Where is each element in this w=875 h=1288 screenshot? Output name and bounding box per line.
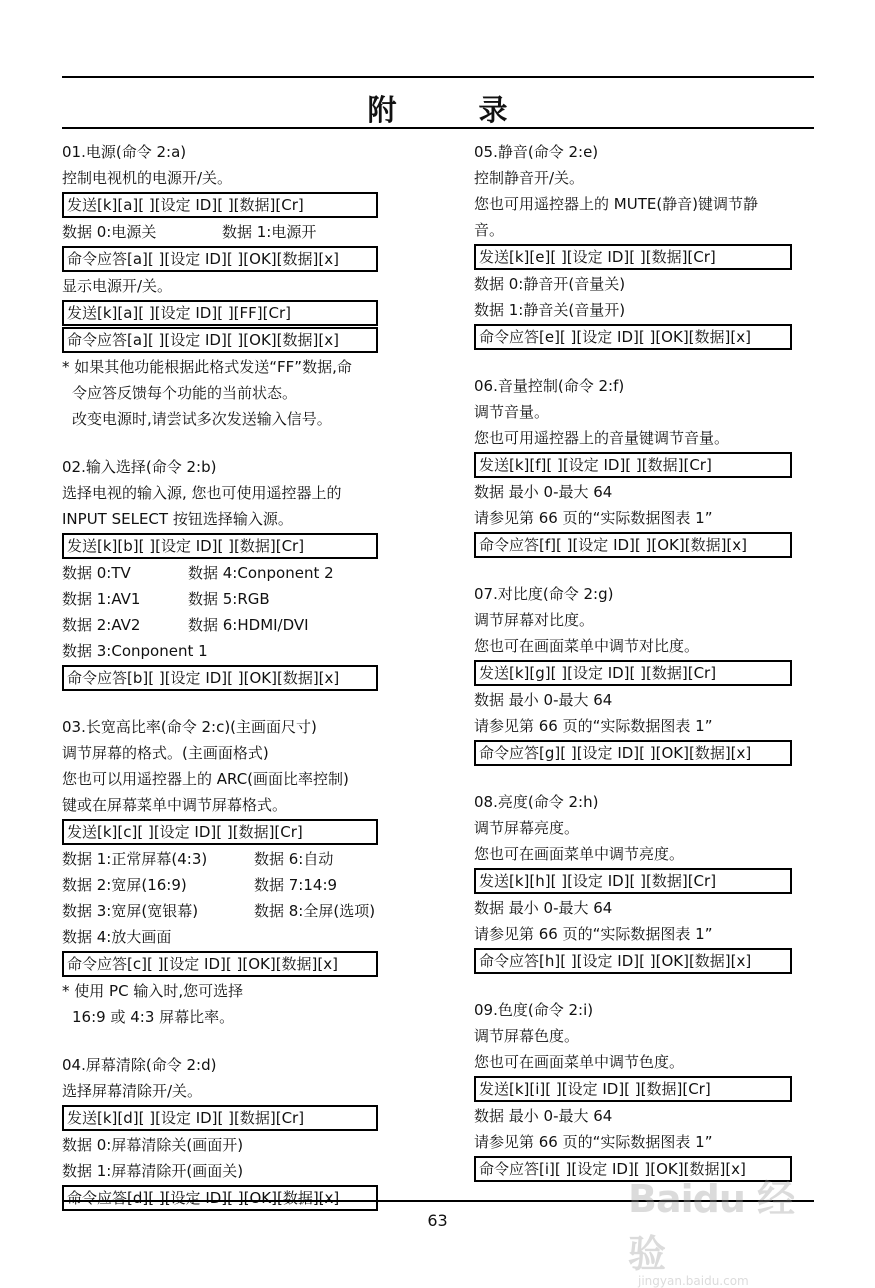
baidu-watermark [628,1168,828,1288]
data-value: 数据 最小 0-最大 64 [474,1107,613,1125]
left-column [62,139,392,1212]
data-value: 数据 5:RGB [188,590,270,608]
section-desc: 选择电视的输入源, 您也可使用遥控器上的 [62,484,342,502]
section-desc: 您也可在画面菜单中调节亮度。 [474,845,685,863]
data-value: 数据 6:自动 [254,850,334,868]
section-desc: 调节音量。 [474,403,550,421]
page-title: 附 录 [367,93,544,127]
ack-command-box: 命令应答[e][ ][设定 ID][ ][OK][数据][x] [474,324,792,350]
page-number: 63 [427,1211,448,1230]
data-row [62,846,392,872]
data-row [62,560,392,586]
section-08-brightness [474,789,820,974]
section-desc: 您也可用遥控器上的音量键调节音量。 [474,429,730,447]
data-row [62,586,392,612]
data-value: 数据 3:Conponent 1 [62,642,208,660]
send-command-box: 发送[k][f][ ][设定 ID][ ][数据][Cr] [474,452,792,478]
data-value: 数据 1:正常屏幕(4:3) [62,850,208,868]
section-04-screen-mute [62,1052,392,1211]
data-value: 数据 0:TV [62,564,131,582]
data-row [62,872,392,898]
data-value: 数据 3:宽屏(宽银幕) [62,902,199,920]
section-06-volume-control [474,373,820,558]
ack-command-box: 命令应答[i][ ][设定 ID][ ][OK][数据][x] [474,1156,792,1182]
ack-command-box: 命令应答[c][ ][设定 ID][ ][OK][数据][x] [62,951,378,977]
section-title: 02.输入选择(命令 2:b) [62,458,217,476]
section-01-power [62,139,392,432]
section-extra: 显示电源开/关。 [62,277,173,295]
data-value: 请参见第 66 页的“实际数据图表 1” [474,925,713,943]
note-text: 令应答反馈每个功能的当前状态。 [72,384,298,402]
send-command-box: 发送[k][i][ ][设定 ID][ ][数据][Cr] [474,1076,792,1102]
data-value: 请参见第 66 页的“实际数据图表 1” [474,717,713,735]
data-value: 数据 最小 0-最大 64 [474,899,613,917]
note-text: * 如果其他功能根据此格式发送“FF”数据,命 [62,358,352,376]
section-desc: 控制电视机的电源开/关。 [62,169,233,187]
section-desc: 音。 [474,221,505,239]
ack-command-box: 命令应答[b][ ][设定 ID][ ][OK][数据][x] [62,665,378,691]
data-value: 数据 最小 0-最大 64 [474,691,613,709]
send-command-box: 发送[k][d][ ][设定 ID][ ][数据][Cr] [62,1105,378,1131]
data-value: 请参见第 66 页的“实际数据图表 1” [474,509,713,527]
watermark-logo: Baidu 经验 [628,1177,795,1276]
note-text: * 使用 PC 输入时,您可选择 [62,982,244,1000]
section-desc: INPUT SELECT 按钮选择输入源。 [62,510,293,528]
send-command-box: 发送[k][c][ ][设定 ID][ ][数据][Cr] [62,819,378,845]
section-03-aspect-ratio [62,714,392,1030]
data-value: 数据 1:静音关(音量开) [474,301,626,319]
section-desc: 您也可在画面菜单中调节对比度。 [474,637,700,655]
top-rule [62,76,814,78]
section-desc: 选择屏幕清除开/关。 [62,1082,203,1100]
ack-command-box: 命令应答[g][ ][设定 ID][ ][OK][数据][x] [474,740,792,766]
section-title: 04.屏幕清除(命令 2:d) [62,1056,217,1074]
note-text: 16:9 或 4:3 屏幕比率。 [72,1008,235,1026]
data-row [62,924,392,950]
data-value: 数据 0:电源关 [62,223,157,241]
data-value: 数据 最小 0-最大 64 [474,483,613,501]
data-row [62,612,392,638]
watermark-url: jingyan.baidu.com [638,1274,749,1288]
section-title: 07.对比度(命令 2:g) [474,585,614,603]
ack-command-box: 命令应答[d][ ][设定 ID][ ][OK][数据][x] [62,1185,378,1211]
send-command-box: 发送[k][a][ ][设定 ID][ ][数据][Cr] [62,192,378,218]
data-value: 数据 4:Conponent 2 [188,564,334,582]
section-title: 01.电源(命令 2:a) [62,143,187,161]
data-value: 数据 7:14:9 [254,876,338,894]
data-value: 数据 2:AV2 [62,616,141,634]
ack-command-box: 命令应答[a][ ][设定 ID][ ][OK][数据][x] [62,246,378,272]
data-value: 数据 0:屏幕清除关(画面开) [62,1136,244,1154]
section-desc: 调节屏幕亮度。 [474,819,580,837]
data-value: 数据 8:全屏(选项) [254,902,376,920]
section-05-volume-mute [474,139,820,350]
right-column [474,139,820,1183]
data-value: 数据 6:HDMI/DVI [188,616,309,634]
section-title: 08.亮度(命令 2:h) [474,793,599,811]
section-02-input-select [62,454,392,691]
section-desc: 您也可以用遥控器上的 ARC(画面比率控制) [62,770,349,788]
section-desc: 调节屏幕对比度。 [474,611,595,629]
data-row [62,638,392,664]
title-underline [62,127,814,129]
data-value: 数据 1:电源开 [222,223,317,241]
data-value: 数据 1:屏幕清除开(画面关) [62,1162,244,1180]
data-row [62,898,392,924]
ack-command-box: 命令应答[a][ ][设定 ID][ ][OK][数据][x] [62,327,378,353]
section-07-contrast [474,581,820,766]
section-title: 05.静音(命令 2:e) [474,143,599,161]
data-value: 数据 2:宽屏(16:9) [62,876,187,894]
section-09-color [474,997,820,1182]
note-text: 改变电源时,请尝试多次发送输入信号。 [72,410,332,428]
data-value: 数据 1:AV1 [62,590,141,608]
section-desc: 控制静音开/关。 [474,169,585,187]
section-title: 06.音量控制(命令 2:f) [474,377,625,395]
data-value: 请参见第 66 页的“实际数据图表 1” [474,1133,713,1151]
data-value: 数据 4:放大画面 [62,928,172,946]
data-value: 数据 0:静音开(音量关) [474,275,626,293]
send-command-box: 发送[k][h][ ][设定 ID][ ][数据][Cr] [474,868,792,894]
send-command-box: 发送[k][g][ ][设定 ID][ ][数据][Cr] [474,660,792,686]
section-desc: 您也可在画面菜单中调节色度。 [474,1053,685,1071]
section-desc: 调节屏幕色度。 [474,1027,580,1045]
section-title: 03.长宽高比率(命令 2:c)(主画面尺寸) [62,718,317,736]
section-desc: 调节屏幕的格式。(主画面格式) [62,744,269,762]
send-command-box: 发送[k][b][ ][设定 ID][ ][数据][Cr] [62,533,378,559]
section-desc: 您也可用遥控器上的 MUTE(静音)键调节静 [474,195,759,213]
section-title: 09.色度(命令 2:i) [474,1001,594,1019]
ack-command-box: 命令应答[f][ ][设定 ID][ ][OK][数据][x] [474,532,792,558]
data-row [62,219,392,245]
ack-command-box: 命令应答[h][ ][设定 ID][ ][OK][数据][x] [474,948,792,974]
section-desc: 键或在屏幕菜单中调节屏幕格式。 [62,796,288,814]
send-command-box: 发送[k][e][ ][设定 ID][ ][数据][Cr] [474,244,792,270]
send-command-box: 发送[k][a][ ][设定 ID][ ][FF][Cr] [62,300,378,326]
